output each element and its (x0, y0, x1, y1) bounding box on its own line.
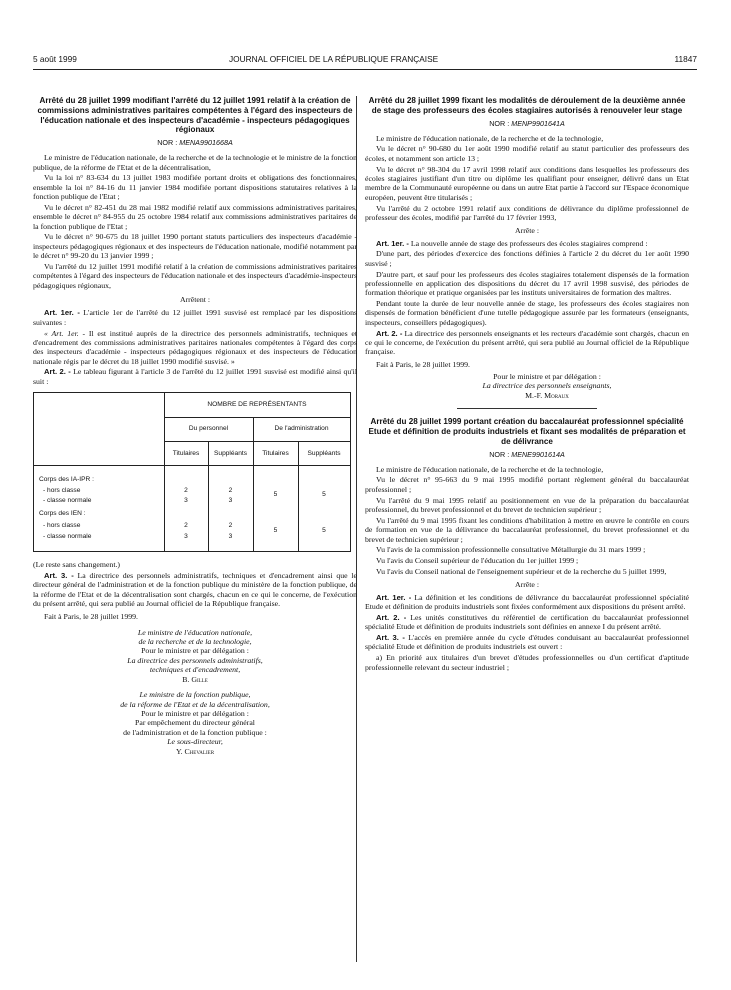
done-at: Fait à Paris, le 28 juillet 1999. (44, 612, 138, 622)
nor-label: NOR : (489, 118, 510, 128)
signatory-name: B. Gille (182, 674, 208, 684)
article-label: Art. 2. - (376, 612, 407, 622)
preamble-paragraph: Vu le décret n° 95-663 du 9 mai 1995 modifié portant règlement général du baccalauréat professionnel ; (365, 475, 689, 494)
article-text: La directrice des personnels enseignants et les recteurs d'académie sont chargés, chacun en ce qui le concerne, de l'exécution du présent arrêté, qui sera publié au Journal officiel de la République française. (365, 328, 689, 357)
preamble-paragraph: Vu l'avis du Conseil national de l'enseignement supérieur et de la recherche du 5 juillet 1999, (376, 567, 667, 577)
article-label: Art. 1er. - (44, 308, 80, 318)
article-2 (365, 329, 689, 357)
table-row-label: - hors classe (43, 522, 81, 530)
table-cell: 5 (322, 527, 326, 535)
article-text: Les unités constitutives du référentiel de certification du baccalauréat professionnel spécialité Etude et définition de produits industriels sont définies en annexe I du présent arrêté. (365, 612, 689, 632)
delegation-line: Pour le ministre et par délégation : (141, 708, 249, 718)
table-row-label: Corps des IA-IPR : (39, 476, 94, 484)
decree-title: Arrêté du 28 juillet 1999 fixant les modalités de déroulement de la deuxième année de stage des professeurs des écoles stagiaires autorisés à renouveler leur stage (368, 96, 686, 115)
table-column-header: Titulaires (262, 450, 289, 458)
preamble-paragraph: Vu la loi n° 83-634 du 13 juillet 1983 modifiée portant droits et obligations des fonctionnaires, ensemble la loi n° 84-16 du 11 janvier 1984 modifiée portant dispositions statutaires relatives à la fonction publique de l'Etat ; (33, 173, 357, 202)
article-item-a: a) En priorité aux titulaires d'un brevet d'études professionnelles ou d'un certificat d'aptitude professionnelle relevant du secteur industriel ; (365, 653, 689, 672)
page-number: 11847 (674, 54, 697, 64)
signatory-subtitle: de l'administration et de la fonction publique : (123, 727, 267, 737)
right-column (365, 96, 689, 672)
table-head: NOMBRE DE REPRÉSENTANTS (207, 401, 307, 409)
article-paragraph: D'autre part, et sauf pour les professeurs des écoles stagiaires totalement dispensés de la formation professionnelle en application des dispositions du décret du 17 avril 1998 susvisé, des périodes de formation théorique et pratique organisées par les instituts universitaires de formation des maîtres. (365, 269, 689, 298)
signatory-title: Le ministre de l'éducation nationale, (137, 627, 253, 637)
article-label: Art. 2. - (44, 367, 71, 377)
article-text: Le tableau figurant à l'article 3 de l'arrêté du 12 juillet 1991 susvisé est modifié ainsi qu'il suit : (33, 367, 357, 386)
table-cell: 3 (228, 497, 233, 505)
decree-title: Arrêté du 28 juillet 1999 modifiant l'arrêté du 12 juillet 1991 relatif à la création de commissions administratives paritaires compétentes à l'égard des inspecteurs de l'éducation nationale et des inspecteurs d'académie - inspecteurs pédagogiques régionaux (37, 96, 353, 135)
representatives-table-wrapper (33, 392, 357, 556)
table-column-header: Suppléants (214, 450, 247, 458)
signature-block-2 (33, 690, 357, 756)
table-column-header: Titulaires (172, 450, 200, 458)
table-cell: 3 (184, 533, 188, 541)
arrete-heading: Arrête : (514, 580, 540, 590)
article-text: La directrice des personnels administratifs, techniques et d'encadrement ainsi que le directeur général de l'administration et de la fonction publique du ministère de la fonction publique, de la réforme de l'Etat et de la décentralisation sont chargés, chacun en ce qui le concerne, de l'exécution du présent arrêté, qui sera publié au Journal officiel de la République française. (33, 570, 358, 608)
signature-block-1 (33, 628, 357, 684)
preamble-paragraph: Vu l'avis de la commission professionnelle consultative Métallurgie du 31 mars 1999 ; (376, 545, 646, 555)
decree-title: Arrêté du 28 juillet 1999 portant création du baccalauréat professionnel spécialité Etude et définition de produits industriels et fixant ses modalités de préparation et de délivrance (368, 417, 686, 446)
table-cell: 5 (322, 491, 326, 499)
article-paragraph: Pendant toute la durée de leur nouvelle année de stage, les professeurs des écoles stagiaires non dispensés de formation bénéficient d'une tutelle pédagogique assurée par les formateurs (enseignants, inspecteurs, conseillers pédagogiques). (365, 299, 689, 327)
page-header (33, 52, 697, 70)
table-row-label: - hors classe (43, 487, 81, 495)
preamble-paragraph: Vu l'avis du Conseil supérieur de l'éducation du 1er juillet 1999 ; (376, 556, 579, 566)
table-cell: 5 (273, 491, 278, 499)
table-cell: 5 (273, 527, 278, 535)
preamble-paragraph: Vu le décret n° 90-675 du 18 juillet 1990 portant statuts particuliers des inspecteurs d'académie - inspecteurs pédagogiques régionaux et des inspecteurs de l'éducation nationale, modifié notamment par le décret n° 99-20 du 13 janvier 1999 ; (33, 232, 357, 261)
nor-reference (365, 119, 689, 128)
arrete-heading: Arrête : (514, 226, 540, 236)
table-row-label: - classe normale (43, 497, 92, 505)
signatory-title: de la recherche et de la technologie, (138, 637, 252, 647)
left-column (33, 96, 357, 756)
article-1 (365, 593, 689, 612)
article-label: Art. 1er. - (376, 238, 409, 248)
signatory-name: Y. Chevalier (175, 746, 215, 756)
article-paragraph: D'une part, des périodes d'exercice des fonctions définies à l'article 2 du décret du 1er août 1990 susvisé ; (365, 249, 689, 268)
table-cell: 3 (184, 497, 188, 505)
article-2 (33, 367, 357, 386)
nor-label: NOR : (157, 138, 178, 148)
article-label: Art. 1er. - (376, 592, 412, 602)
table-cell: 3 (228, 533, 233, 541)
article-text: La définition et les conditions de délivrance du baccalauréat professionnel spécialité Etude et définition de produits industriels sont fixées conformément aux dispositions du présent arrêté. (365, 592, 690, 612)
preamble-paragraph: Vu l'arrêté du 2 octobre 1991 relatif aux conditions de délivrance du diplôme professionnel de professeur des écoles, modifié par l'arrêté du 17 février 1993, (365, 203, 689, 222)
article-1 (33, 308, 357, 327)
preamble-paragraph: Le ministre de l'éducation nationale, de la recherche et de la technologie, (376, 464, 604, 474)
preamble-paragraph: Vu l'arrêté du 9 mai 1995 fixant les conditions d'habilitation à mettre en œuvre le contrôle en cours de formation en vue de la délivrance du baccalauréat professionnel, du brevet professionnel et du brevet de technicien supérieur ; (365, 515, 689, 544)
table-cell: 2 (184, 522, 188, 530)
article-1-quote (33, 329, 357, 366)
article-3 (33, 571, 357, 608)
signatory-name: M.-F. Moraux (525, 390, 569, 400)
nor-reference (33, 138, 357, 147)
article-label: Art. 2. - (376, 328, 403, 338)
quote-text: Il est institué auprès de la directrice des personnels administratifs, techniques et d'encadrement des commissions administratives paritaires nationales compétentes à l'égard des corps des inspecteurs d'académie - inspecteurs pédagogiques régionaux et des inspecteurs de l'éducation nationale régis par le décret du 18 juillet 1990 modifié susvisé. » (33, 328, 358, 366)
article-text: La nouvelle année de stage des professeurs des écoles stagiaires comprend : (410, 238, 648, 248)
table-row-label: - classe normale (43, 533, 92, 541)
arretent-heading: Arrêtent : (179, 295, 211, 304)
preamble-paragraph: Le ministre de l'éducation nationale, de la recherche et de la technologie, (376, 133, 604, 143)
nor-code: MENA9901668A (179, 138, 233, 148)
preamble-paragraph: Vu l'arrêté du 9 mai 1995 relatif au positionnement en vue de la préparation du baccalauréat professionnel, du brevet professionnel et du brevet de technicien supérieur ; (365, 495, 689, 514)
section-divider (457, 408, 597, 409)
article-3 (365, 633, 689, 652)
rest-unchanged: (Le reste sans changement.) (33, 560, 121, 570)
article-1 (365, 239, 689, 248)
signatory-title: Le ministre de la fonction publique, (139, 690, 251, 700)
preamble-paragraph: Vu le décret n° 98-304 du 17 avril 1998 relatif aux conditions dans lesquelles les professeurs des écoles stagiaires justifiant d'un titre ou diplôme les qualifiant pour enseigner, délivré dans un Etat membre de la Communauté européenne ou dans un autre Etat partie à l'accord sur l'Espace économique européen, peuvent être titularisés ; (365, 164, 689, 202)
table-group-personnel: Du personnel (188, 425, 229, 433)
article-text: L'accès en première année du cycle d'études conduisant au baccalauréat professionnel spécialité Etude et définition de produits industriels est ouvert : (365, 633, 689, 652)
signatory-subtitle: techniques et d'encadrement, (149, 665, 241, 675)
table-cell: 2 (228, 487, 233, 495)
preamble-paragraph: Vu l'arrêté du 12 juillet 1991 modifié relatif à la création de commissions administratives paritaires compétentes à l'égard des inspecteurs de l'éducation nationale et des inspecteurs d'académie-inspecteurs pédagogiques régionaux, (33, 261, 357, 290)
issue-date: 5 août 1999 (33, 54, 77, 64)
nor-label: NOR : (489, 449, 510, 459)
article-text: L'article 1er de l'arrêté du 12 juillet 1991 susvisé est remplacé par les dispositions suivantes : (33, 308, 357, 327)
quote-label: « Art. 1er. - (44, 328, 86, 338)
table-column-header: Suppléants (307, 450, 341, 458)
representatives-table (33, 392, 351, 552)
preamble-paragraph: Vu le décret n° 82-451 du 28 mai 1982 modifié relatif aux commissions administratives paritaires, ensemble le décret n° 84-955 du 25 octobre 1984 relatif aux commissions administratives paritaires de la fonction publique de l'Etat ; (33, 202, 357, 231)
table-row-label: Corps des IEN : (39, 510, 86, 518)
signatory-title: de la réforme de l'Etat et de la décentralisation, (120, 699, 270, 709)
delegation-line: Pour le ministre et par délégation : (141, 646, 249, 656)
done-at: Fait à Paris, le 28 juillet 1999. (376, 359, 470, 369)
table-group-administration: De l'administration (274, 425, 329, 433)
preamble-paragraph: Vu le décret n° 90-680 du 1er août 1990 modifié relatif au statut particulier des professeurs des écoles, et notamment son article 13 ; (365, 144, 689, 163)
signature-block (365, 372, 689, 400)
journal-title: JOURNAL OFFICIEL DE LA RÉPUBLIQUE FRANÇAISE (229, 54, 439, 64)
table-cell: 2 (184, 487, 188, 495)
signatory-role: Le sous-directeur, (167, 737, 223, 747)
nor-code: MENE9901614A (511, 449, 565, 459)
preamble-paragraph: Le ministre de l'éducation nationale, de la recherche et de la technologie et le ministre de la fonction publique, de la réforme de l'Etat et de la décentralisation, (33, 153, 357, 172)
signatory-role: La directrice des personnels enseignants, (482, 381, 612, 391)
signatory-subtitle: Par empêchement du directeur général (135, 718, 255, 728)
table-cell: 2 (228, 522, 233, 530)
delegation-line: Pour le ministre et par délégation : (493, 372, 601, 381)
signatory-subtitle: La directrice des personnels administratifs, (127, 655, 263, 665)
nor-code: MENP9901641A (511, 118, 565, 128)
nor-reference (365, 450, 689, 459)
article-label: Art. 3. - (44, 570, 74, 580)
article-label: Art. 3. - (376, 633, 405, 643)
article-2 (365, 613, 689, 632)
